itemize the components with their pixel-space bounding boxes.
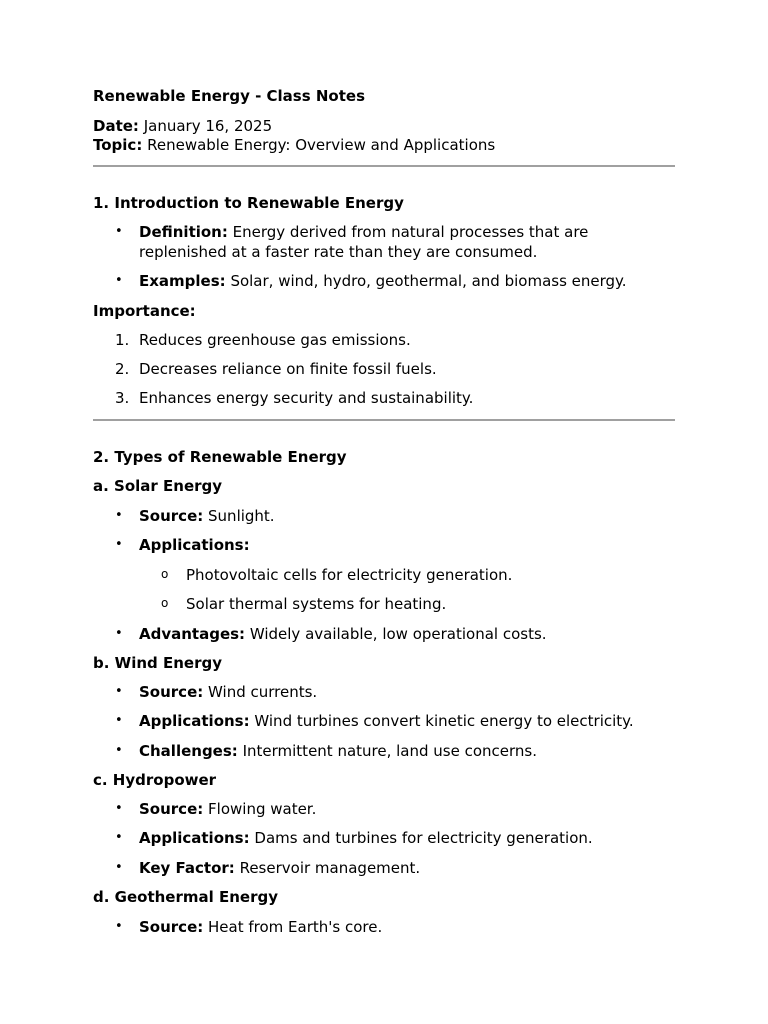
sub-item-text: Solar thermal systems for heating. <box>186 595 447 613</box>
importance-heading: Importance: <box>93 302 196 320</box>
divider-1 <box>93 165 675 167</box>
topic-line <box>93 136 495 154</box>
importance-text: Enhances energy security and sustainability. <box>139 389 474 407</box>
sub-bullet-icon: o <box>161 596 169 610</box>
source-text: Sunlight. <box>208 507 275 525</box>
bullet-icon: • <box>115 919 123 934</box>
advantages-text: Widely available, low operational costs. <box>249 625 547 643</box>
sub-bullet-icon: o <box>161 567 169 581</box>
source-text: Wind currents. <box>208 683 318 701</box>
solar-heading: a. Solar Energy <box>93 477 223 495</box>
source-label: Source: <box>139 918 204 936</box>
examples-label: Examples: <box>139 272 226 290</box>
list-number: 1. <box>115 331 130 349</box>
wind-heading: b. Wind Energy <box>93 654 222 672</box>
bullet-icon: • <box>115 537 123 552</box>
date-line <box>93 117 272 135</box>
keyfactor-label: Key Factor: <box>139 859 235 877</box>
importance-text: Reduces greenhouse gas emissions. <box>139 331 411 349</box>
advantages-label: Advantages: <box>139 625 246 643</box>
date-value: January 16, 2025 <box>143 117 273 135</box>
source-label: Source: <box>139 800 204 818</box>
definition-label: Definition: <box>139 223 228 241</box>
applications-label: Applications: <box>139 536 250 554</box>
bullet-icon: • <box>115 743 123 758</box>
bullet-icon: • <box>115 713 123 728</box>
challenges-text: Intermittent nature, land use concerns. <box>242 742 538 760</box>
keyfactor-text: Reservoir management. <box>239 859 421 877</box>
bullet-icon: • <box>115 626 123 641</box>
examples-text: Solar, wind, hydro, geothermal, and biomass energy. <box>230 272 627 290</box>
source-text: Flowing water. <box>208 800 317 818</box>
bullet-icon: • <box>115 860 123 875</box>
applications-label: Applications: <box>139 712 250 730</box>
sub-item-text: Photovoltaic cells for electricity generation. <box>186 566 513 584</box>
bullet-icon: • <box>115 224 123 239</box>
challenges-label: Challenges: <box>139 742 238 760</box>
bullet-icon: • <box>115 801 123 816</box>
importance-text: Decreases reliance on finite fossil fuels. <box>139 360 437 378</box>
applications-label: Applications: <box>139 829 250 847</box>
source-text: Heat from Earth's core. <box>208 918 383 936</box>
bullet-icon: • <box>115 684 123 699</box>
applications-text: Wind turbines convert kinetic energy to electricity. <box>254 712 634 730</box>
divider-2 <box>93 419 675 421</box>
document-title: Renewable Energy - Class Notes <box>93 87 365 105</box>
definition-text: Energy derived from natural processes that are replenished at a faster rate than they are consumed. <box>139 223 589 261</box>
bullet-icon: • <box>115 273 123 288</box>
topic-label: Topic: <box>93 136 143 154</box>
section2-heading: 2. Types of Renewable Energy <box>93 448 347 466</box>
geothermal-heading: d. Geothermal Energy <box>93 888 278 906</box>
topic-value: Renewable Energy: Overview and Applications <box>147 136 496 154</box>
date-label: Date: <box>93 117 139 135</box>
bullet-icon: • <box>115 508 123 523</box>
applications-text: Dams and turbines for electricity generation. <box>254 829 593 847</box>
list-number: 3. <box>115 389 130 407</box>
section1-heading: 1. Introduction to Renewable Energy <box>93 194 404 212</box>
list-number: 2. <box>115 360 130 378</box>
source-label: Source: <box>139 683 204 701</box>
hydro-heading: c. Hydropower <box>93 771 217 789</box>
bullet-icon: • <box>115 830 123 845</box>
source-label: Source: <box>139 507 204 525</box>
